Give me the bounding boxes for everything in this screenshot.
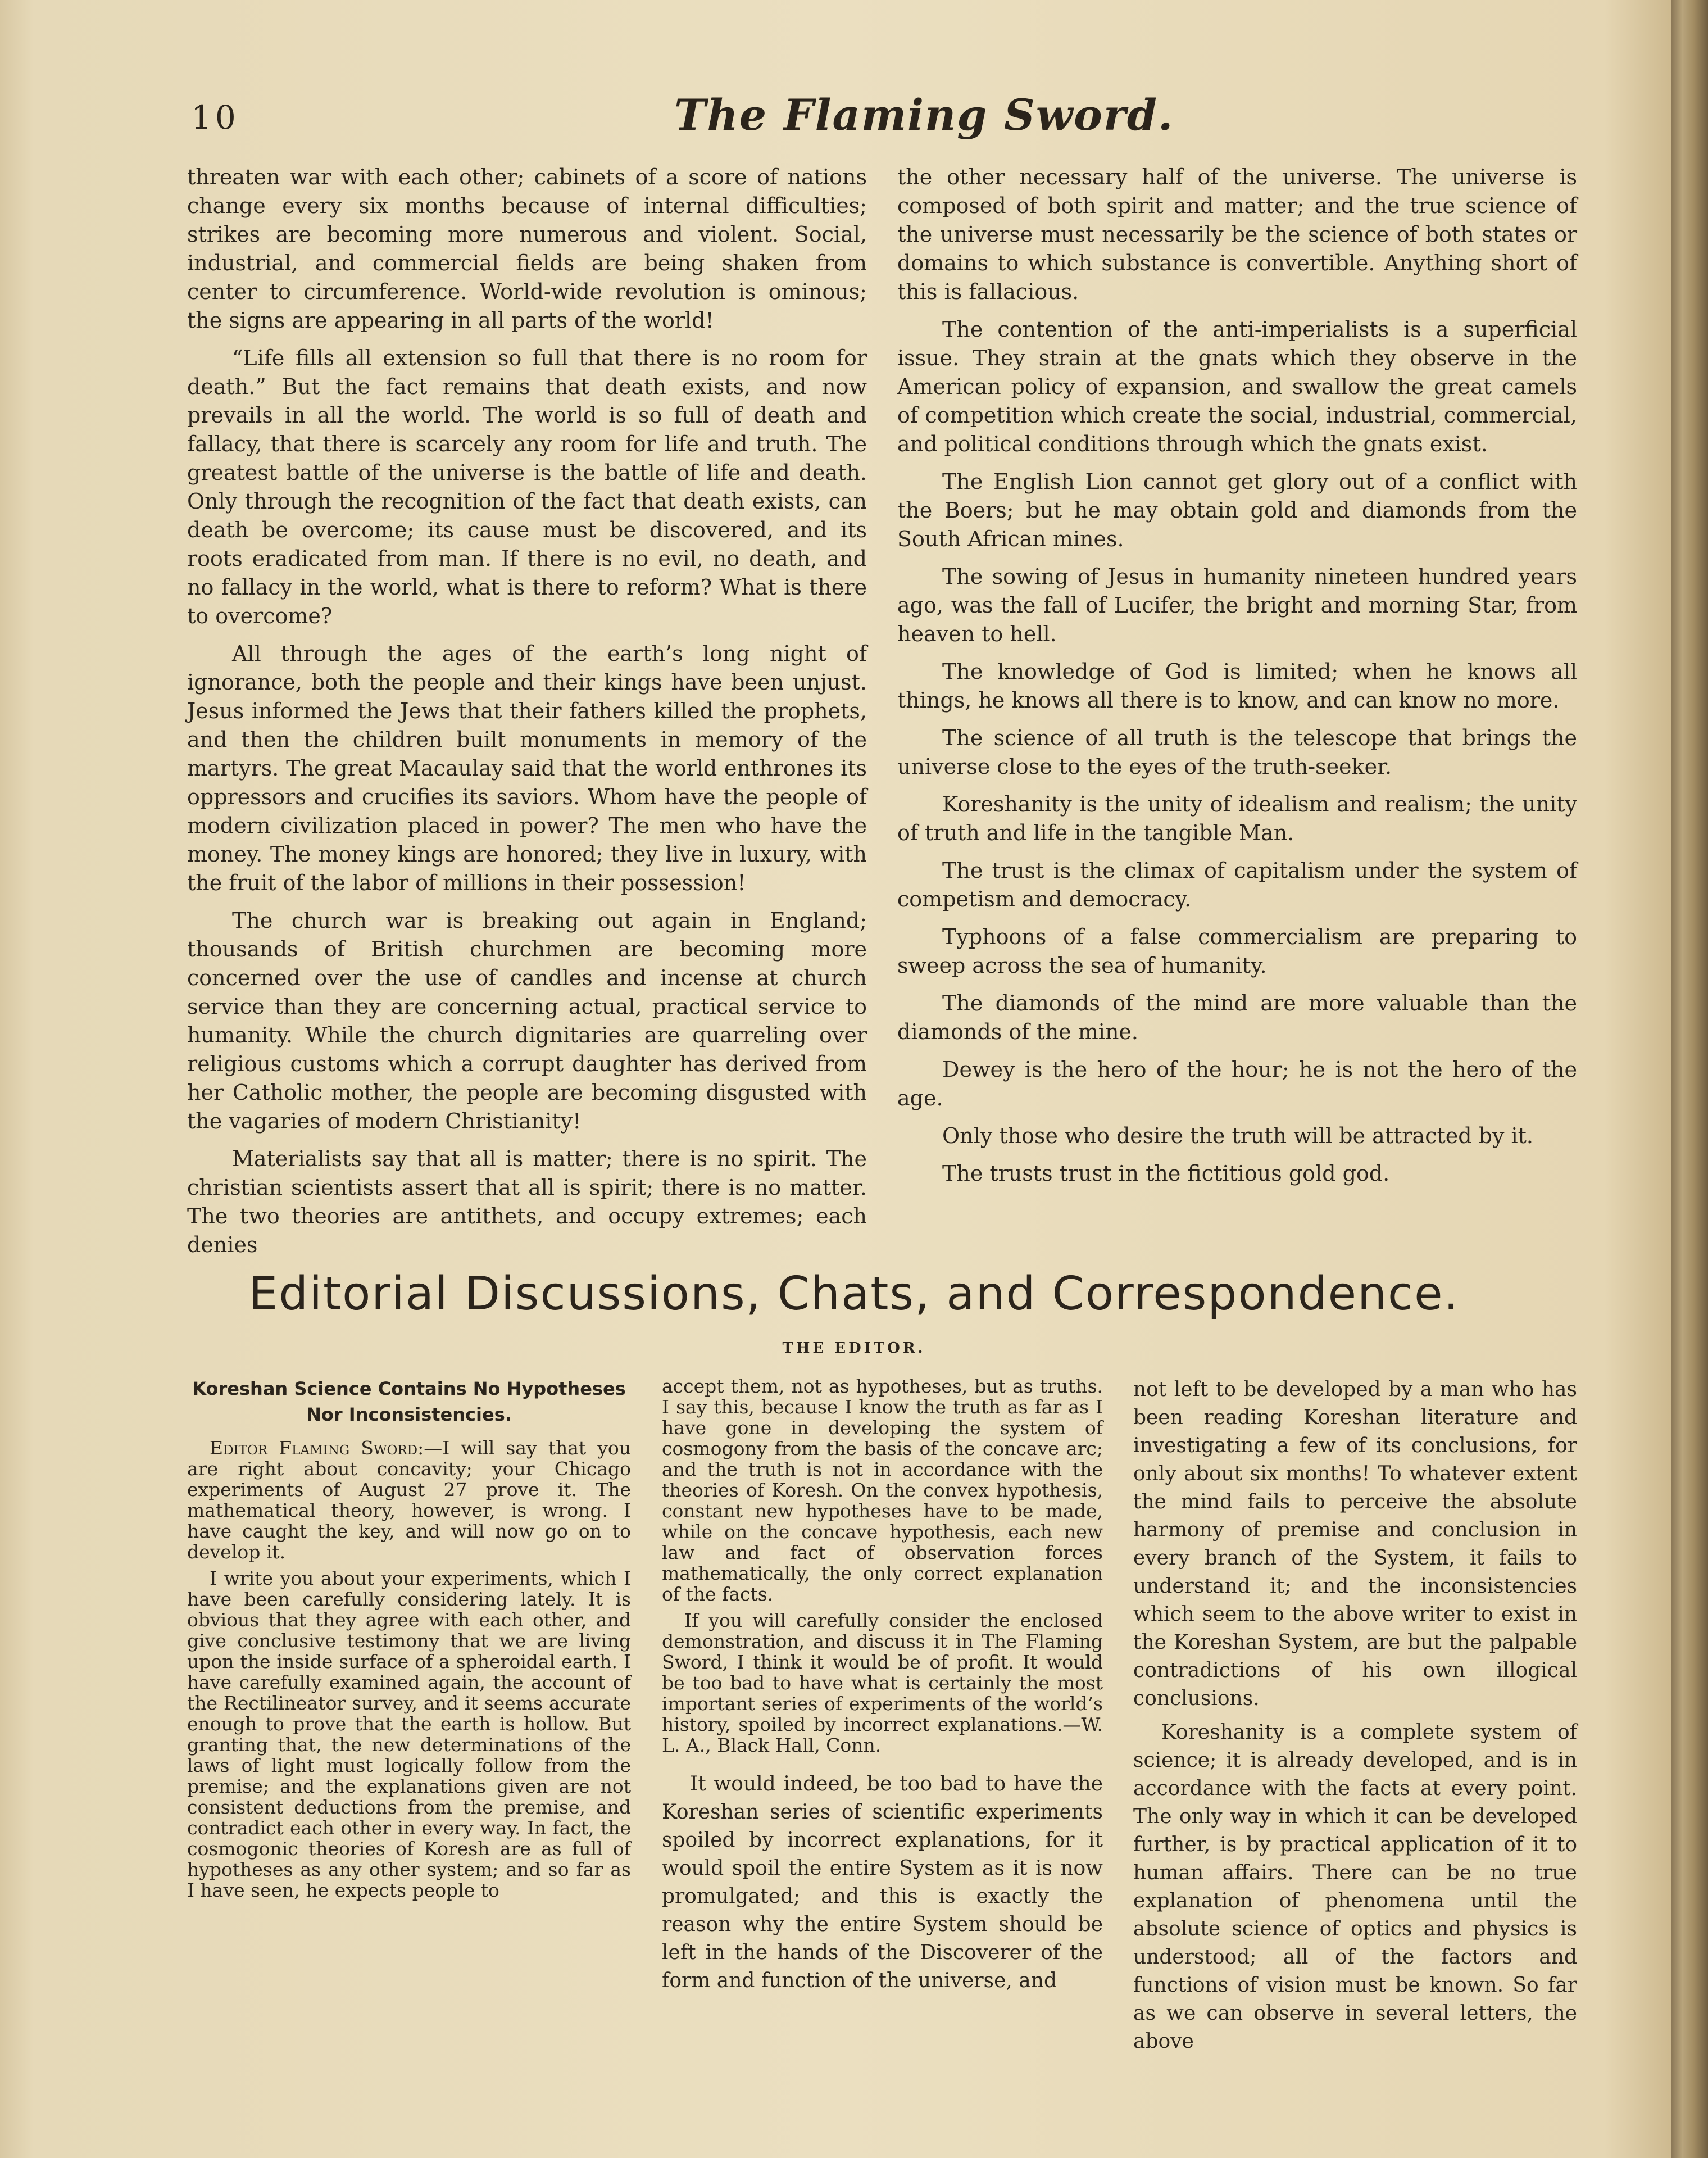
letter-paragraph [187, 1438, 631, 1562]
paragraph: Dewey is the hero of the hour; he is not the hero of the age. [897, 1057, 1577, 1110]
letter-paragraph: If you will carefully consider the enclosed demonstration, and discuss it in The Flaming Sword, I think it would be of profit. It would be too bad to have what is certainly the most important series of experiments of the world’s history, spoiled by incorrect explanations.—W. L. A., Black Hall, Conn. [662, 1610, 1103, 1756]
paragraph: The science of all truth is the telescope that brings the universe close to the eyes of the truth-seeker. [897, 726, 1577, 779]
salutation: Editor Flaming Sword: [210, 1437, 424, 1459]
paragraph: The knowledge of God is limited; when he knows all things, he knows all there is to know, and can know no more. [897, 659, 1577, 713]
paragraph: The contention of the anti-imperialists is a superficial issue. They strain at the gnats which they observe in the American policy of expansion, and swallow the great camels of competition which create the social, industrial, commercial, and political conditions through which the gnats exist. [897, 317, 1577, 456]
byline: THE EDITOR. [782, 1340, 926, 1357]
paragraph: Typhoons of a false commercialism are preparing to sweep across the sea of humanity. [897, 924, 1577, 978]
article-column-3 [1133, 1376, 1577, 2061]
paragraph: Koreshanity is the unity of idealism and realism; the unity of truth and life in the tangible Man. [897, 792, 1577, 845]
paragraph: The trusts trust in the fictitious gold god. [942, 1161, 1390, 1186]
reply-paragraph: It would indeed, be too bad to have the Koreshan series of scientific experiments spoiled by incorrect explanations, for it would spoil the entire System as it is now promulgated; and this is exactly the reason why the entire System should be left in the hands of the Discoverer of the form and function of the universe, and [662, 1772, 1103, 1992]
section-heading: Editorial Discussions, Chats, and Correspondence. [248, 1267, 1460, 1321]
paragraph: The diamonds of the mind are more valuable than the diamonds of the mine. [897, 991, 1577, 1044]
paragraph: The church war is breaking out again in England; thousands of British churchmen are becoming more concerned over the use of candles and incense at church service than they are concerning actual, practical service to humanity. While the church dignitaries are quarreling over religious customs which a corrupt daughter has derived from her Catholic mother, the people are becoming disgusted with the vagaries of modern Christianity! [187, 908, 867, 1134]
paragraph: threaten war with each other; cabinets of a score of nations change every six months because of internal difficulties; strikes are becoming more numerous and violent. Social, industrial, and commercial fields are being shaken from center to circumference. World-wide revolution is ominous; the signs are appearing in all parts of the world! [187, 165, 867, 333]
article-title [187, 1376, 631, 1427]
article-title-line: Nor Inconsistencies. [306, 1404, 512, 1425]
letter-paragraph: I write you about your experiments, which I have been carefully considering lately. It is obvious that they agree with each other, and give conclusive testimony that we are living upon the inside surface of a spheroidal earth. I have carefully examined again, the account of the Rectilineator survey, and it seems accurate enough to prove that the earth is hollow. But granting that, the new determinations of the laws of light must logically follow from the premise; and the explanations given are not consistent deductions from the premise, and contradict each other in every way. In fact, the cosmogonic theories of Koresh are as full of hypotheses as any other system; and so far as I have seen, he expects people to [187, 1567, 631, 1901]
paragraph: “Life fills all extension so full that there is no room for death.” But the fact remains that death exists, and now prevails in all the world. The world is so full of death and fallacy, that there is scarcely any room for life and truth. The greatest battle of the universe is the battle of life and death. Only through the recognition of the fact that death exists, can death be overcome; its cause must be discovered, and its roots eradicated from man. If there is no evil, no death, and no fallacy in the world, what is there to reform? What is there to overcome? [187, 346, 867, 628]
binding-spine [1671, 0, 1708, 2158]
page-number: 10 [191, 98, 239, 137]
paragraph: All through the ages of the earth’s long night of ignorance, both the people and their kings have been unjust. Jesus informed the Jews that their fathers killed the prophets, and then the children built monuments in memory of the martyrs. The great Macaulay said that the world enthrones its oppressors and crucifies its saviors. Whom have the people of modern civilization placed in power? The men who have the money. The money kings are honored; they live in luxury, with the fruit of the labor of millions in their possession! [187, 641, 867, 895]
top-left-column [187, 163, 867, 1268]
article-title-line: Koreshan Science Contains No Hypotheses [192, 1378, 626, 1399]
reply-paragraph: not left to be developed by a man who has been reading Koreshan literature and investigating a few of its conclusions, for only about six months! To whatever extent the mind fails to perceive the absolute harmony of premise and conclusion in every branch of the System, it fails to understand it; and the inconsistencies which seem to the above writer to exist in the Koreshan System, are but the palpable contradictions of his own illogical conclusions. [1133, 1378, 1577, 1710]
paragraph: the other necessary half of the universe. The universe is composed of both spirit and matter; and the true science of the universe must necessarily be the science of both states or domains to which substance is convertible. Anything short of this is fallacious. [897, 165, 1577, 304]
letter-text: —I will say that you are right about concavity; your Chicago experiments of August 27 prove it. The mathematical theory, however, is wrong. I have caught the key, and will now go on to develop it. [187, 1437, 631, 1563]
paragraph: The English Lion cannot get glory out of a conflict with the Boers; but he may obtain gold and diamonds from the South African mines. [897, 469, 1577, 551]
article-column-1 [187, 1376, 631, 1906]
paragraph: Materialists say that all is matter; there is no spirit. The christian scientists assert that all is spirit; there is no matter. The two theories are antithets, and occupy extremes; each denies [187, 1146, 867, 1257]
reply-paragraph: Koreshanity is a complete system of science; it is already developed, and is in accordance with the facts at every point. The only way in which it can be developed further, is by practical application of it to human affairs. There can be no true explanation of phenomena until the absolute science of optics and physics is understood; all of the factors and functions of vision must be known. So far as we can observe in several letters, the above [1133, 1721, 1577, 2053]
article-column-2 [662, 1376, 1103, 2001]
running-title: The Flaming Sword. [674, 90, 1174, 140]
letter-paragraph: accept them, not as hypotheses, but as truths. I say this, because I know the truth as far as I have gone in developing the system of cosmogony from the basis of the concave arc; and the truth is not in accordance with the theories of Koresh. On the convex hypothesis, constant new hypotheses have to be made, while on the concave hypothesis, each new law and fact of observation forces mathematically, the only correct explanation of the facts. [662, 1375, 1103, 1605]
top-right-column [897, 163, 1577, 1197]
paragraph: The sowing of Jesus in humanity nineteen hundred years ago, was the fall of Lucifer, the bright and morning Star, from heaven to hell. [897, 564, 1577, 646]
paragraph: The trust is the climax of capitalism under the system of competism and democracy. [897, 858, 1577, 912]
paragraph: Only those who desire the truth will be attracted by it. [942, 1123, 1534, 1148]
